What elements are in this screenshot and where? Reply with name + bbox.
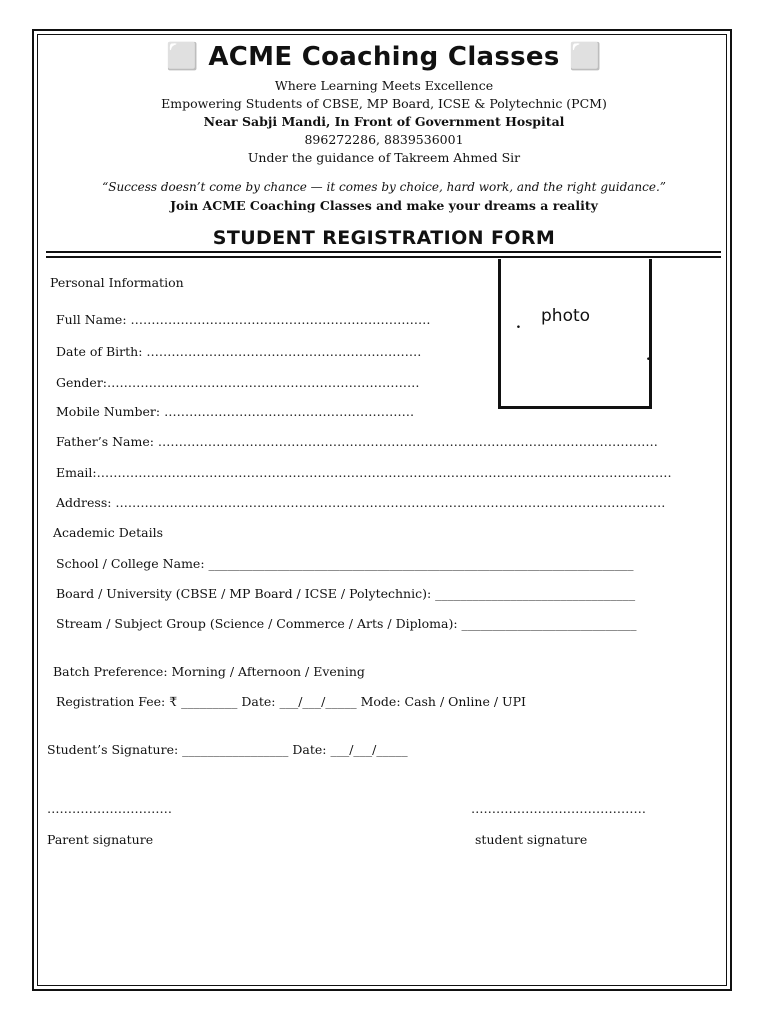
dob-field[interactable]: Date of Birth: ………………………………………………………… xyxy=(56,344,422,359)
photo-label: photo xyxy=(541,306,591,326)
phone-numbers: 896272286, 8839536001 xyxy=(304,132,464,147)
parent-signature-label: Parent signature xyxy=(47,832,154,847)
full-name-field[interactable]: Full Name: ……………………………………………………………… xyxy=(56,312,431,327)
parent-signature-dots: ………………………… xyxy=(47,801,172,816)
academic-heading: Academic Details xyxy=(53,525,164,540)
mobile-field[interactable]: Mobile Number: …………………………………………………… xyxy=(56,404,415,419)
call-to-action: Join ACME Coaching Classes and make your dreams a reality xyxy=(170,198,598,213)
photo-box xyxy=(498,259,652,409)
student-signature-label: student signature xyxy=(475,832,588,847)
father-name-field[interactable]: Father’s Name: ………………………………………………………………………………………………………… xyxy=(56,434,658,449)
board-field[interactable]: Board / University (CBSE / MP Board / ICSE / Polytechnic): ________________________________ xyxy=(56,586,636,601)
student-signature-line[interactable]: Student’s Signature: _________________ Date: ___/___/_____ xyxy=(47,742,408,757)
student-signature-dots: …………………………………… xyxy=(471,801,646,816)
tagline: Where Learning Meets Excellence xyxy=(274,78,494,93)
form-title: STUDENT REGISTRATION FORM xyxy=(212,227,556,249)
batch-preference[interactable]: Batch Preference: Morning / Afternoon / Evening xyxy=(53,664,365,679)
title-rule-top xyxy=(46,251,721,253)
boards-line: Empowering Students of CBSE, MP Board, ICSE & Polytechnic (PCM) xyxy=(161,96,607,111)
photo-mark: . xyxy=(516,316,521,332)
photo-mark: . xyxy=(646,348,651,364)
address-line: Near Sabji Mandi, In Front of Government Hospital xyxy=(203,114,565,129)
registration-fee-line[interactable]: Registration Fee: ₹ _________ Date: ___/___/_____ Mode: Cash / Online / UPI xyxy=(56,694,526,709)
school-field[interactable]: School / College Name: ____________________________________________________________________ xyxy=(56,556,634,571)
email-field[interactable]: Email:………………………………………………………………………………………………………………………… xyxy=(56,465,672,480)
address-field[interactable]: Address: …………………………………………………………………………………………………………………… xyxy=(56,495,666,510)
gender-field[interactable]: Gender:………………………………………………………………… xyxy=(56,375,420,390)
title-rule-bottom xyxy=(46,256,721,258)
guidance-line: Under the guidance of Takreem Ahmed Sir xyxy=(247,150,521,165)
institute-title: ⬜ ACME Coaching Classes ⬜ xyxy=(166,42,602,72)
stream-field[interactable]: Stream / Subject Group (Science / Commerce / Arts / Diploma): ____________________________ xyxy=(56,616,637,631)
motivational-quote: “Success doesn’t come by chance — it comes by choice, hard work, and the right guidance.” xyxy=(102,180,666,194)
personal-info-heading: Personal Information xyxy=(50,275,184,290)
